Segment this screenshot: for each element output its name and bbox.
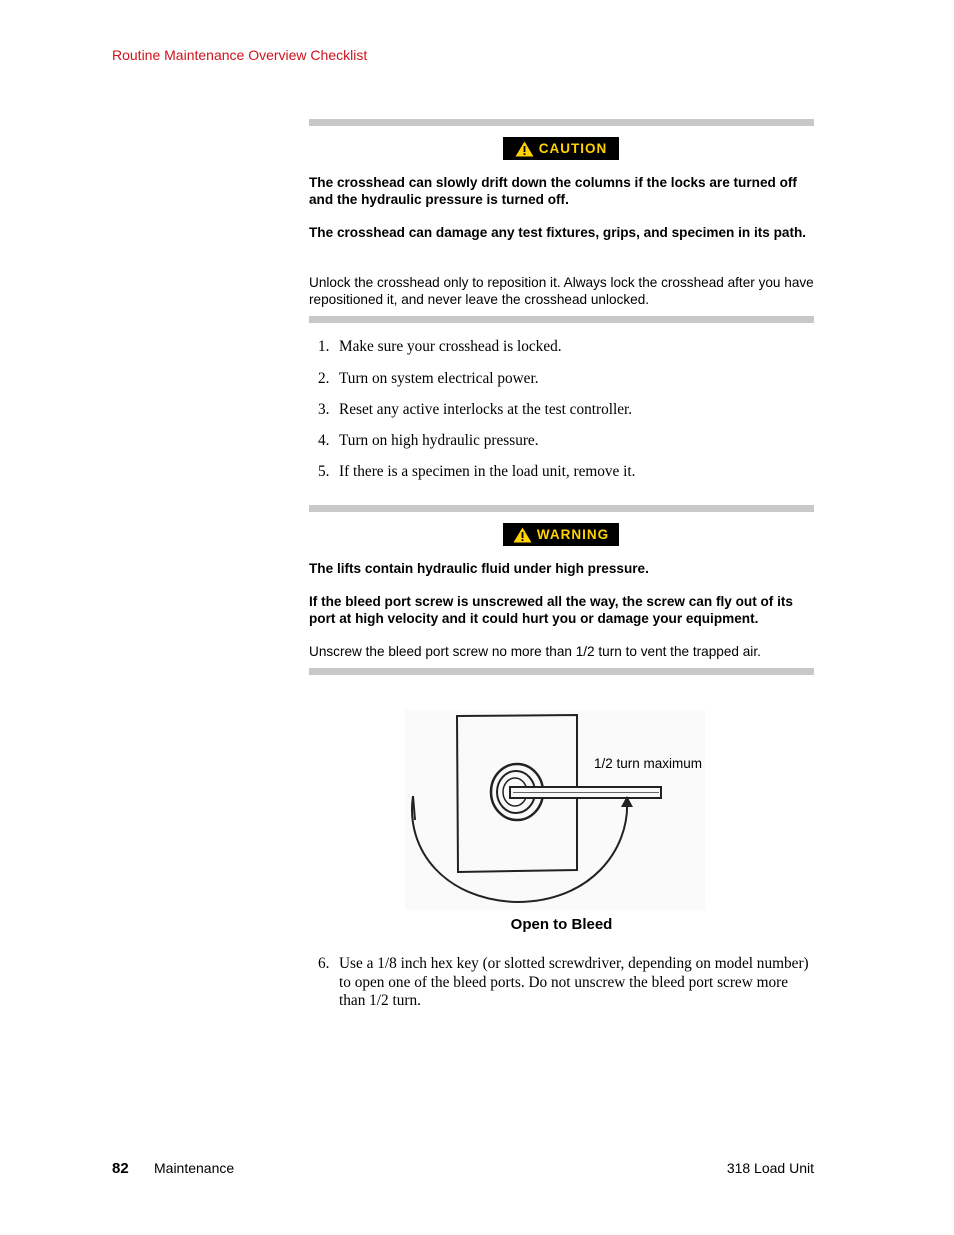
warning-triangle-icon xyxy=(515,141,534,157)
warning-label: WARNING xyxy=(536,527,610,542)
warning-statement-2: If the bleed port screw is unscrewed all the way, the screw can fly out of its port at high velocity and it could hurt you or damage your equipment. xyxy=(309,594,793,626)
step-text: If there is a specimen in the load unit, remove it. xyxy=(339,463,636,480)
step-number: 6. xyxy=(318,955,330,972)
warning-top-rule xyxy=(309,505,814,512)
step-text: Reset any active interlocks at the test controller. xyxy=(339,401,633,418)
list-item xyxy=(318,432,818,451)
step-number: 4. xyxy=(318,432,330,449)
caution-statement-2: The crosshead can damage any test fixtures, grips, and specimen in its path. xyxy=(309,225,807,240)
step-number: 1. xyxy=(318,338,330,355)
warning-instruction: Unscrew the bleed port screw no more than 1/2 turn to vent the trapped air. xyxy=(309,644,761,659)
bleed-port-diagram xyxy=(405,710,705,910)
warning-statement-1: The lifts contain hydraulic fluid under high pressure. xyxy=(309,561,649,576)
step-number: 5. xyxy=(318,463,330,480)
footer-chapter: Maintenance xyxy=(154,1160,235,1176)
figure-annotation: 1/2 turn maximum xyxy=(594,756,703,771)
warning-bottom-rule xyxy=(309,668,814,675)
warning-badge xyxy=(503,523,619,546)
caution-bottom-rule xyxy=(309,316,814,323)
step-text: Make sure your crosshead is locked. xyxy=(339,338,562,355)
step-text: Use a 1/8 inch hex key (or slotted screwdriver, depending on model number) to open one of the bleed ports. Do not unscrew the bleed port screw more than 1/2 turn. xyxy=(339,955,809,1009)
step-number: 3. xyxy=(318,401,330,418)
list-item xyxy=(318,955,818,1011)
list-item xyxy=(318,401,818,420)
footer-product: 318 Load Unit xyxy=(726,1160,814,1176)
caution-instruction: Unlock the crosshead only to reposition it. Always lock the crosshead after you have repositioned it, and never leave the crosshead unlocked. xyxy=(309,275,814,307)
page-number: 82 xyxy=(112,1160,129,1177)
list-item xyxy=(318,463,818,482)
caution-top-rule xyxy=(309,119,814,126)
list-item xyxy=(318,370,818,389)
caution-badge xyxy=(503,137,619,160)
step-number: 2. xyxy=(318,370,330,387)
list-item xyxy=(318,338,818,357)
figure-caption: Open to Bleed xyxy=(510,916,613,933)
step-text: Turn on high hydraulic pressure. xyxy=(339,432,539,449)
caution-label: CAUTION xyxy=(538,141,608,156)
warning-triangle-icon xyxy=(513,527,532,543)
running-header: Routine Maintenance Overview Checklist xyxy=(112,47,368,63)
caution-statement-1: The crosshead can slowly drift down the columns if the locks are turned off and the hydraulic pressure is turned off. xyxy=(309,175,797,207)
step-text: Turn on system electrical power. xyxy=(339,370,539,387)
